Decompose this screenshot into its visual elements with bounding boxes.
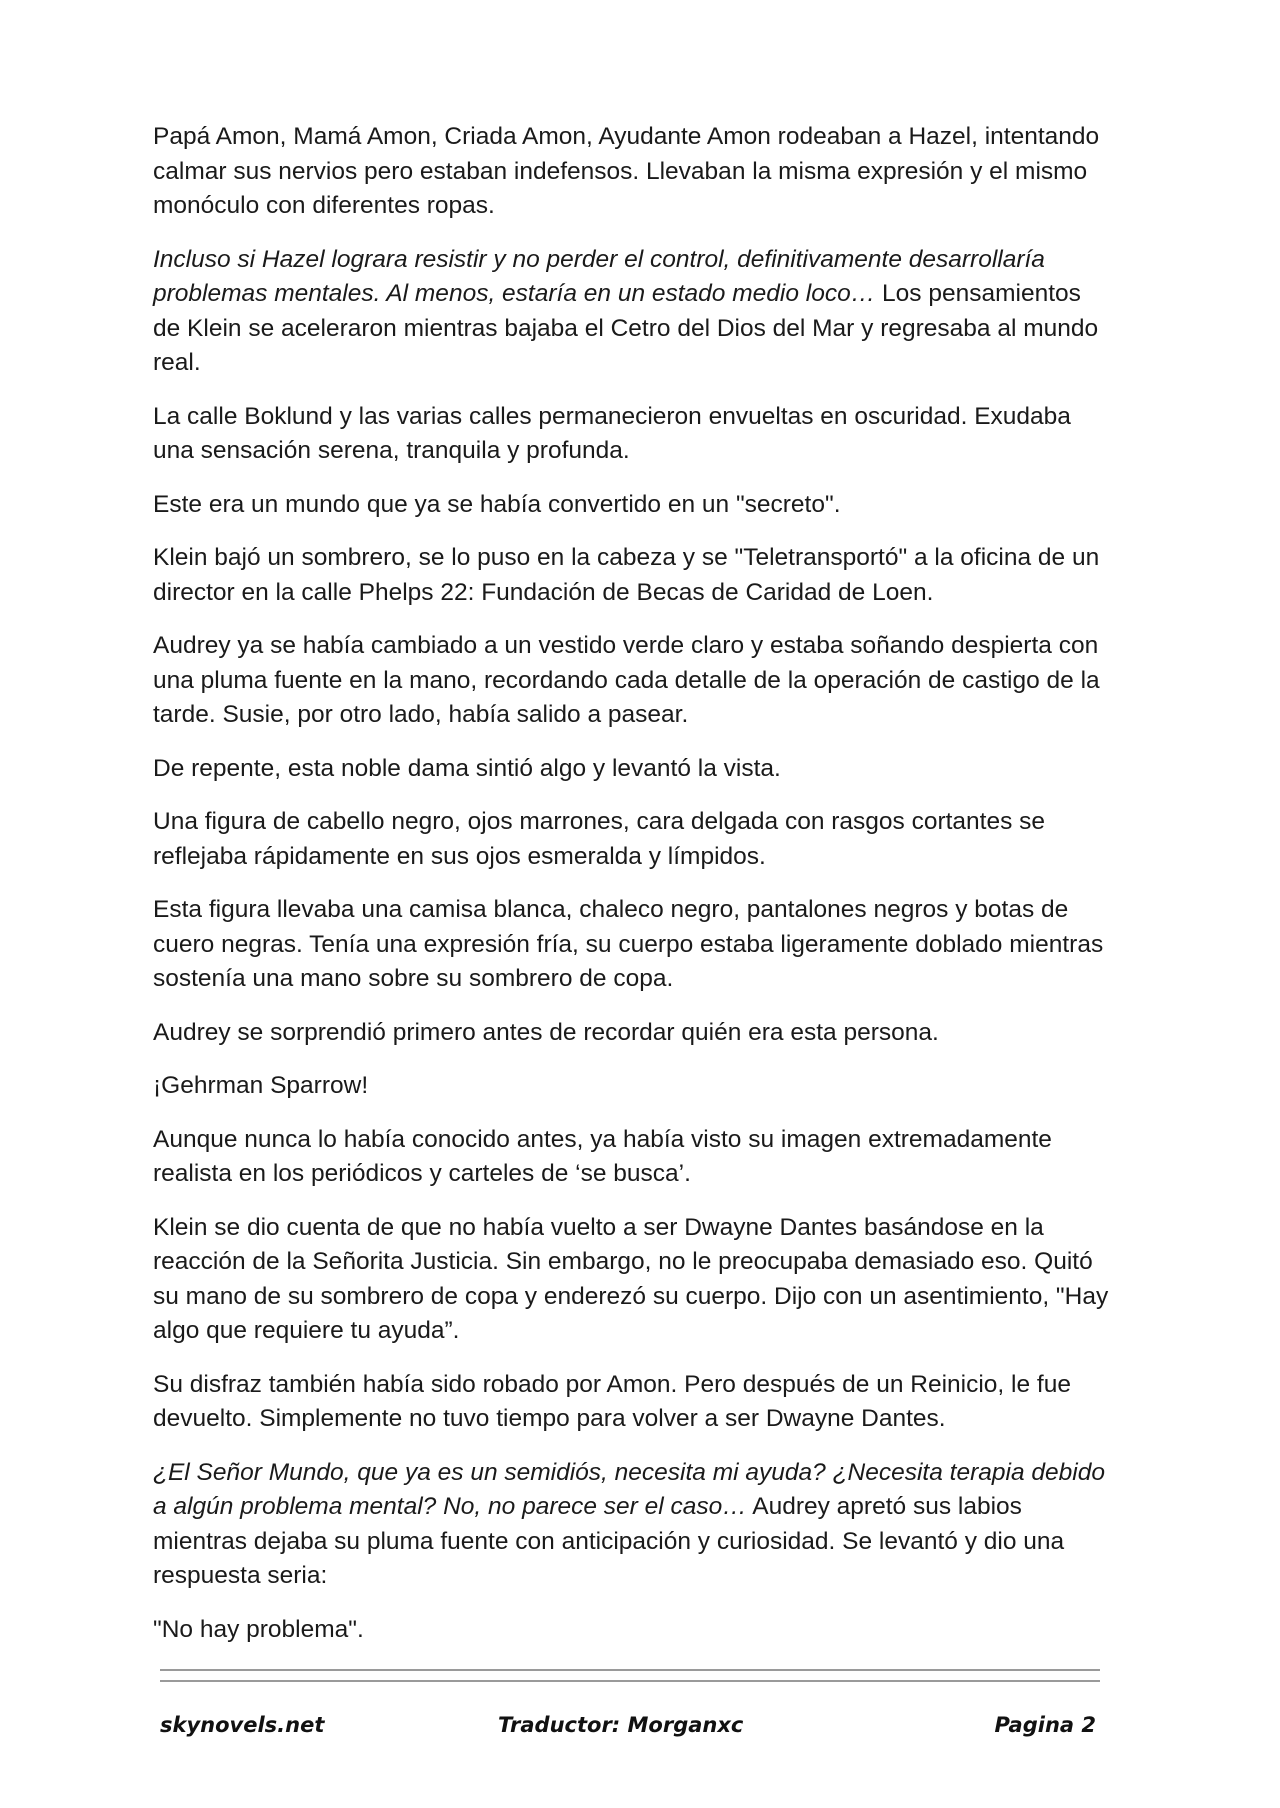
footer-page-number: Pagina 2	[994, 1713, 1096, 1737]
paragraph-text: ¡Gehrman Sparrow!	[153, 1072, 369, 1099]
paragraph-text: Esta figura llevaba una camisa blanca, chaleco negro, pantalones negros y botas de cuero negras. Tenía una expresión fría, su cuerpo estaba ligeramente doblado mientras sostenía una mano sobre su sombrero de copa.	[153, 896, 1104, 992]
paragraph-text: Audrey ya se había cambiado a un vestido verde claro y estaba soñando despierta con una pluma fuente en la mano, recordando cada detalle de la operación de castigo de la tarde. Susie, por otro lado, había salido a pasear.	[153, 632, 1100, 728]
paragraph	[153, 805, 1113, 874]
paragraph	[153, 1456, 1113, 1594]
paragraph	[153, 1368, 1113, 1437]
paragraph-text: Audrey apretó sus labios mientras dejaba su pluma fuente con anticipación y curiosidad. Se levantó y dio una respuesta seria:	[153, 1493, 1065, 1589]
paragraph	[153, 1123, 1113, 1192]
paragraph-text: Este era un mundo que ya se había convertido en un "secreto".	[153, 490, 841, 518]
paragraph-text: Klein bajó un sombrero, se lo puso en la cabeza y se "Teletransportó" a la oficina de un director en la calle Phelps 22: Fundación de Becas de Caridad de Loen.	[153, 544, 1100, 606]
paragraph	[153, 1613, 1113, 1648]
italic-text: Incluso si Hazel lograra resistir y no perder el control, definitivamente desarrollaría problemas mentales. Al menos, estaría en un estado medio loco…	[153, 245, 1045, 307]
paragraph-text: Su disfraz también había sido robado por Amon. Pero después de un Reinicio, le fue devuelto. Simplemente no tuvo tiempo para volver a ser Dwayne Dantes.	[153, 1370, 1071, 1432]
paragraph-text: Klein se dio cuenta de que no había vuelto a ser Dwayne Dantes basándose en la reacción de la Señorita Justicia. Sin embargo, no le preocupaba demasiado eso. Quitó su mano de su sombrero de copa y enderezó su cuerpo. Dijo con un asentimiento, "Hay algo que requiere tu ayuda”.	[153, 1213, 1109, 1344]
paragraph	[153, 752, 1113, 787]
footer-divider-top	[160, 1669, 1100, 1671]
paragraph	[153, 400, 1113, 469]
paragraph-text: La calle Boklund y las varias calles permanecieron envueltas en oscuridad. Exudaba una sensación serena, tranquila y profunda.	[153, 402, 1071, 464]
paragraph	[153, 1016, 1113, 1051]
paragraph	[153, 243, 1113, 381]
page-footer	[160, 1713, 1100, 1747]
paragraph-text: Aunque nunca lo había conocido antes, ya había visto su imagen extremadamente realista en los periódicos y carteles de ‘se busca’.	[153, 1125, 1052, 1187]
paragraph-text: Papá Amon, Mamá Amon, Criada Amon, Ayudante Amon rodeaban a Hazel, intentando calmar sus nervios pero estaban indefensos. Llevaban la misma expresión y el mismo monóculo con diferentes ropas.	[153, 123, 1100, 219]
footer-site: skynovels.net	[160, 1713, 325, 1737]
paragraph	[153, 629, 1113, 733]
paragraph-text: Una figura de cabello negro, ojos marrones, cara delgada con rasgos cortantes se reflejaba rápidamente en sus ojos esmeralda y límpidos.	[153, 808, 1046, 870]
paragraph	[153, 488, 1113, 523]
paragraph-text: Los pensamientos de Klein se aceleraron mientras bajaba el Cetro del Dios del Mar y regresaba al mundo real.	[153, 280, 1099, 376]
paragraph	[153, 541, 1113, 610]
paragraph-text: Audrey se sorprendió primero antes de recordar quién era esta persona.	[153, 1018, 939, 1046]
paragraph	[153, 893, 1113, 997]
body-text	[153, 120, 1113, 1666]
italic-text: ¿El Señor Mundo, que ya es un semidiós, necesita mi ayuda? ¿Necesita terapia debido a algún problema mental? No, no parece ser el caso…	[153, 1458, 1105, 1520]
paragraph-text: "No hay problema".	[153, 1615, 364, 1643]
footer-translator: Traductor: Morganxc	[498, 1713, 744, 1737]
paragraph	[153, 1069, 1113, 1104]
paragraph	[153, 1211, 1113, 1349]
paragraph	[153, 120, 1113, 224]
footer-divider-bottom	[160, 1680, 1100, 1682]
paragraph-text: De repente, esta noble dama sintió algo y levantó la vista.	[153, 754, 781, 782]
